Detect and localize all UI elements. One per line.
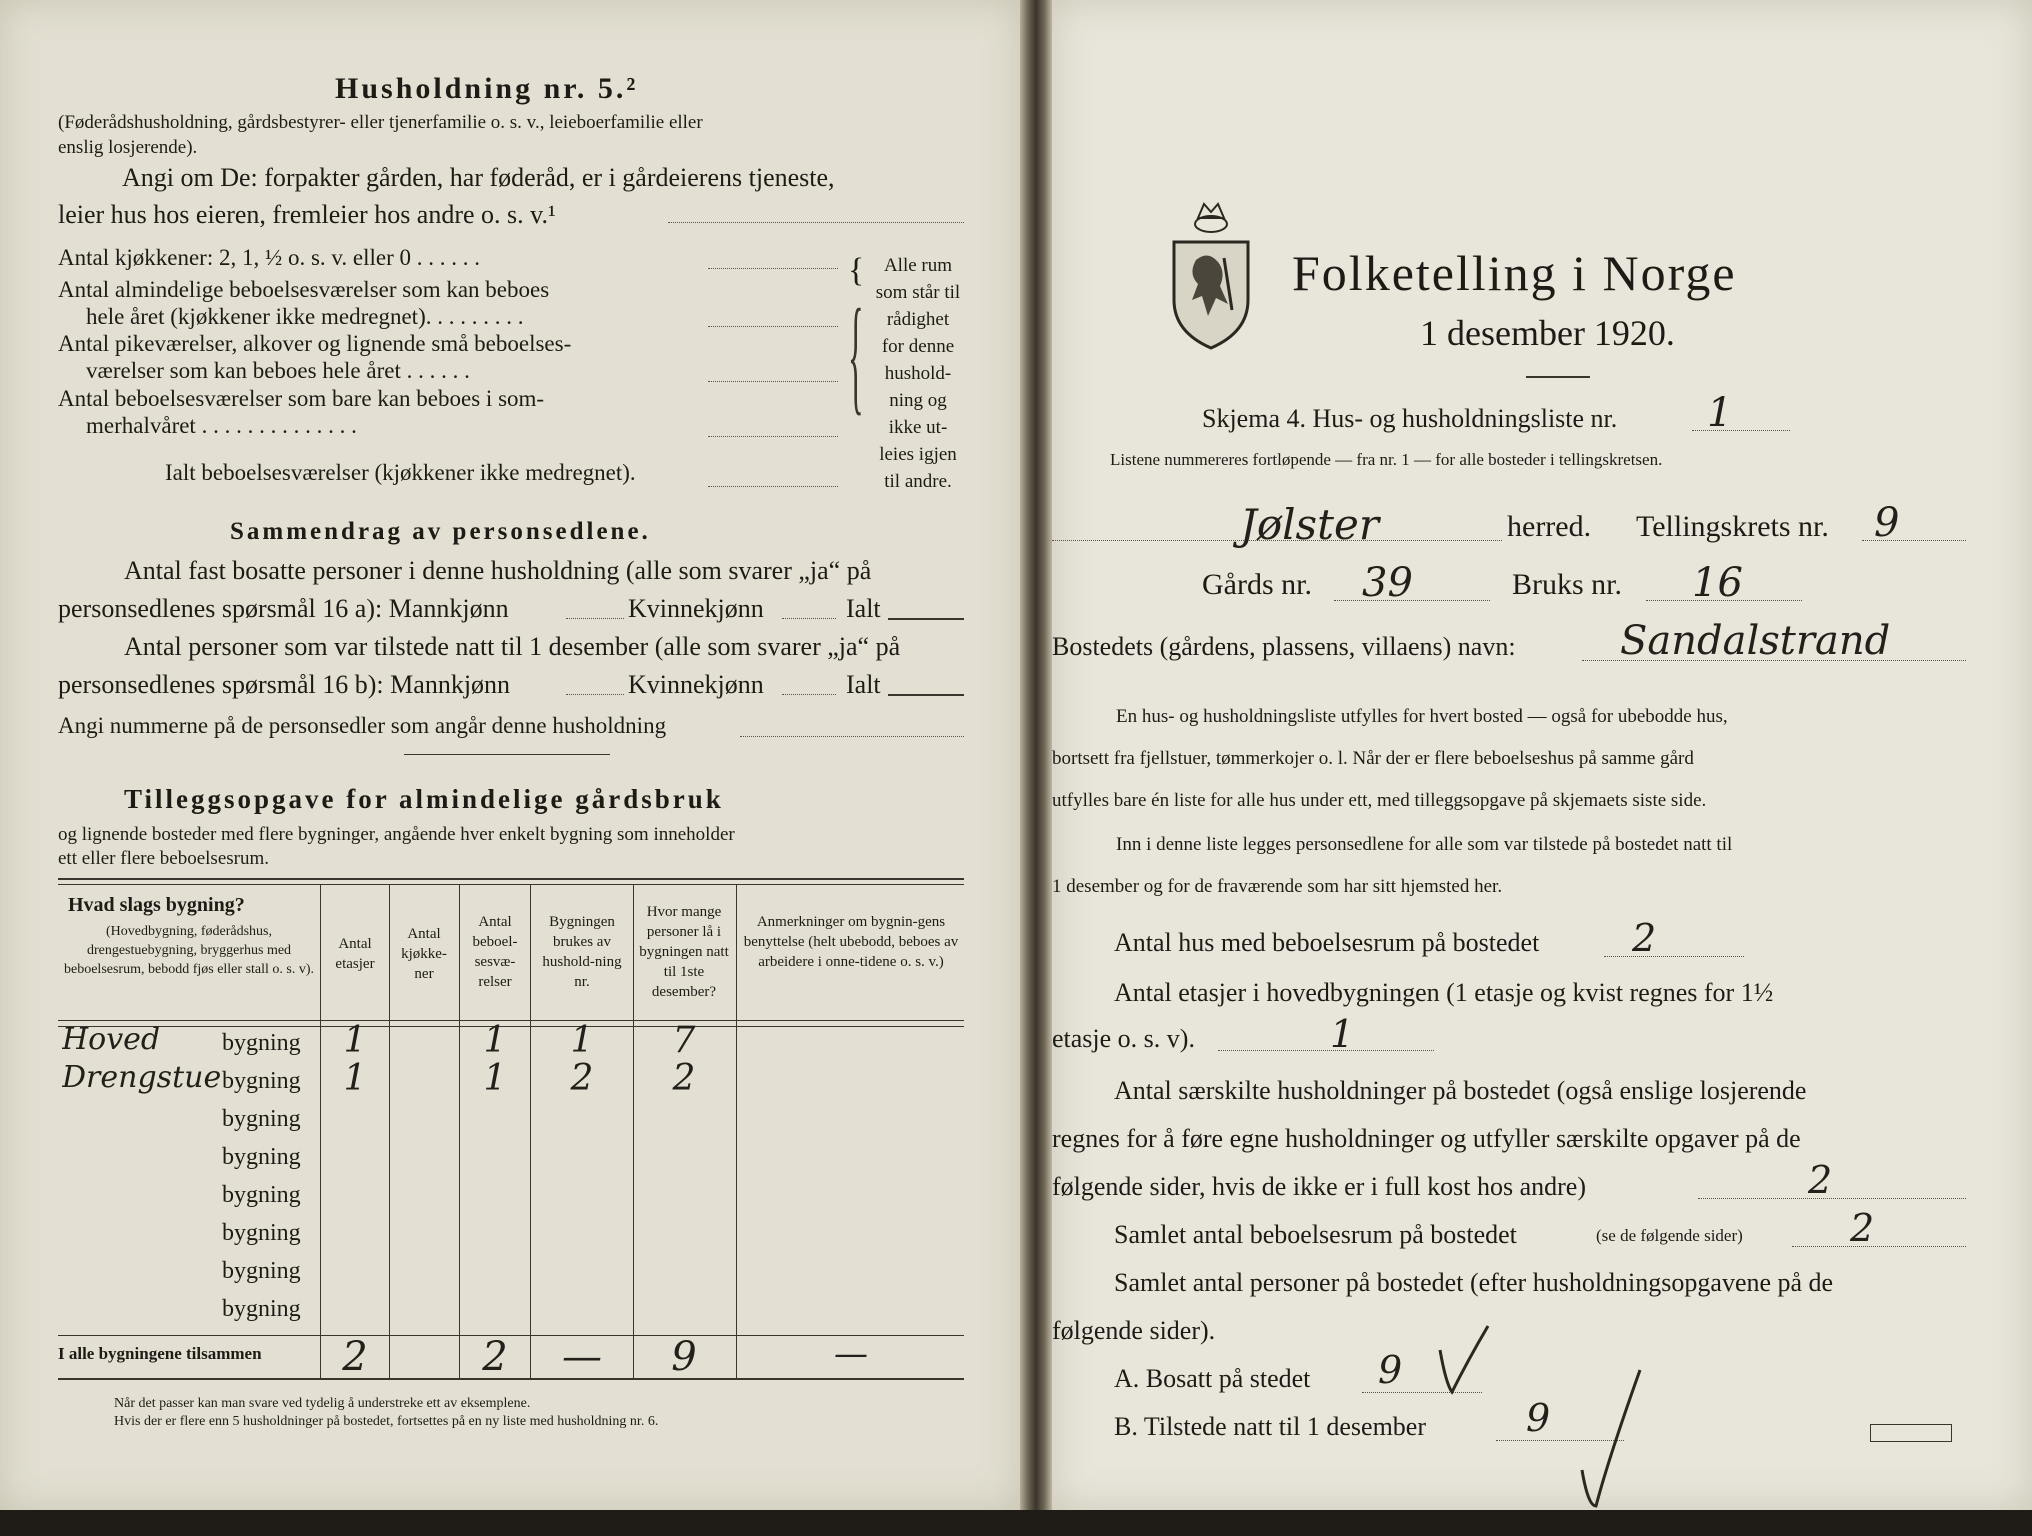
- right-page: [1052, 0, 2032, 1510]
- rooms-ordinary-cont: hele året (kjøkkener ikke medregnet). . . . . . . . .: [86, 304, 524, 329]
- q-persons-2: følgende sider).: [1052, 1316, 1216, 1345]
- krets-value: 9: [1874, 500, 1900, 546]
- col-pers: Hvor mange personer lå i bygningen natt til 1ste desember?: [639, 904, 729, 1000]
- instructions-1: En hus- og husholdningsliste utfylles for hvert bosted — også for ubebodde hus,: [1116, 706, 1728, 727]
- rooms-maid: Antal pikeværelser, alkover og lignende små beboelses-: [58, 331, 572, 356]
- printer-stamp-icon: [1870, 1424, 1952, 1442]
- rooms-summer: Antal beboelsesværelser som bare kan beboes i som-: [58, 386, 545, 411]
- rooms-ordinary: Antal almindelige beboelsesværelser som kan beboes: [58, 277, 550, 302]
- bruks-value: 16: [1692, 560, 1743, 606]
- main-title: Folketelling i Norge: [1292, 245, 1737, 301]
- summary-16a-label: personsedlenes spørsmål 16 a): Mannkjønn: [58, 594, 509, 623]
- book-spine: [1020, 0, 1052, 1536]
- brace: {: [848, 252, 865, 289]
- schema-number: 1: [1707, 390, 1733, 436]
- total-pers: 9: [671, 1334, 697, 1380]
- intro-line-2: enslig losjerende).: [58, 137, 198, 158]
- instructions-5: 1 desember og for de fraværende som har sitt hjemsted her.: [1052, 876, 1503, 897]
- total-rom: 2: [482, 1334, 508, 1380]
- left-page: Husholdning nr. 5.² (Føderådshusholdning, gårdsbestyrer- eller tjenerfamilie o. s. v., leieboerfamilie eller enslig losjerende). Angi om De: forpakter gården, har føderåd, er i gårdeierens tjeneste, leier hus hos eieren, fremleier hos andre o. s. v.¹ Antal kjøkkener: 2, 1, ½ o. s. v. eller 0 . . . . . . Antal almindelige beboelsesværelser som kan beboes hele året (kjøkkener ikke medregnet). . . . . . . . . Antal pikeværelser, alkover og lignende små beboelses- værelser som kan beboes hele året . . . . . . Antal beboelsesværelser som bare kan beboes i som- merhalvåret . . . . . . . . . . . . . . Ialt beboelsesværelser (kjøkkener ikke medregnet). { { Alle rum som står til rådighet for denne hushold- ning og ikke ut- leies igjen til andre. Sammendrag av personsedlene. Antal fast bosatte personer i denne husholdning (alle som svarer „ja“ på personsedlenes spørsmål 16 a): Mannkjønn Kvinnekjønn Ialt Antal personer som var tilstede natt til 1 desember (alle som svarer „ja“ på personsedlenes spørsmål 16 b): Mannkjønn Kvinnekjønn Ialt Angi nummerne på de personsedler som angår denne husholdning Tilleggsopgave for almindelige gårdsbruk og lignende bosteder med flere bygninger, angående hver enkelt bygning som inneholder ett eller flere beboelsesrum. Hvad slags bygning? (Hovedbygning, føderådshus, drengestuebygning, bryggerhus med beboelsesrum, bebodd fjøs eller stall o. s. v). Antal etasjer Antal kjøkke-ner Antal beboel-sesvæ-relser Bygningen brukes av hushold-ning nr. Hvor mange personer lå i bygningen natt til 1ste desember? Anmerkninger om bygnin-gens benyttelse (helt ubebodd, beboes av arbeidere i onne-tidene o. s. v.) Hoved bygning 1 1 1 7 Drengstue bygning 1 1 2 2 bygning bygning bygning bygning bygning bygning I alle bygningene tilsammen 2 2 — 9 — Når det passer kan man svare ved tydelig å understreke ett av eksemplene. Hvis der er flere enn 5 husholdninger på bostedet, fortsettes på en ny liste med husholdning nr. 6.: [0, 0, 1020, 1510]
- col-etasjer: Antal etasjer: [335, 936, 375, 972]
- summary-16b-female: Kvinnekjønn: [628, 670, 764, 699]
- krets-label: Tellingskrets nr.: [1636, 510, 1829, 543]
- building-label: bygning: [222, 1296, 301, 1322]
- building-label: bygning: [222, 1030, 301, 1056]
- bruks-label: Bruks nr.: [1512, 568, 1623, 601]
- herred-label: herred.: [1507, 510, 1592, 543]
- q-resident: A. Bosatt på stedet: [1114, 1364, 1311, 1393]
- col-building-title: Hvad slags bygning?: [68, 894, 245, 916]
- q-households-3: følgende sider, hvis de ikke er i full kost hos andre): [1052, 1172, 1586, 1201]
- cell-rom: 1: [483, 1058, 507, 1099]
- total-anm: —: [834, 1334, 868, 1374]
- summary-numbers: Angi nummerne på de personsedler som angår denne husholdning: [58, 713, 667, 738]
- q-households-2: regnes for å føre egne husholdninger og utfyller særskilte opgaver på de: [1052, 1124, 1801, 1153]
- building-label: bygning: [222, 1220, 301, 1246]
- summary-title: Sammendrag av personsedlene.: [230, 518, 651, 545]
- census-date: 1 desember 1920.: [1420, 313, 1675, 353]
- cell-hush: 1: [570, 1020, 594, 1061]
- summary-16a-female: Kvinnekjønn: [628, 594, 764, 623]
- herred-value: Jølster: [1240, 500, 1379, 549]
- summary-16a: Antal fast bosatte personer i denne husholdning (alle som svarer „ja“ på: [124, 556, 872, 585]
- instructions-4: Inn i denne liste legges personsedlene for alle som var tilstede på bostedet natt til: [1116, 834, 1733, 855]
- check-mark-icon: [1412, 1310, 1672, 1510]
- cell-etasjer: 1: [343, 1058, 367, 1099]
- q-rooms: Samlet antal beboelsesrum på bostedet: [1114, 1220, 1517, 1249]
- intro-line-1: (Føderådshusholdning, gårdsbestyrer- eller tjenerfamilie o. s. v., leieboerfamilie eller: [58, 112, 703, 133]
- side-note: Alle rum som står til rådighet for denne hushold- ning og ikke ut- leies igjen til andre.: [875, 255, 961, 492]
- total-hush: —: [562, 1334, 602, 1380]
- rooms-maid-cont: værelser som kan beboes hele året . . . . . .: [86, 358, 470, 383]
- q-floors-value: 1: [1330, 1012, 1355, 1056]
- building-label: bygning: [222, 1144, 301, 1170]
- household-title: Husholdning nr. 5.²: [335, 72, 639, 105]
- summary-16b-total: Ialt: [846, 670, 881, 699]
- rooms-kitchens: Antal kjøkkener: 2, 1, ½ o. s. v. eller 0 . . . . . .: [58, 245, 481, 270]
- cell-hush: 2: [570, 1058, 594, 1099]
- total-label: I alle bygningene tilsammen: [58, 1344, 262, 1363]
- q-households-value: 2: [1808, 1158, 1833, 1202]
- coat-of-arms-icon: [1168, 200, 1254, 350]
- list-note: Listene nummereres fortløpende — fra nr. 1 — for alle bosteder i tellingskretsen.: [1110, 450, 1663, 469]
- instructions-3: utfylles bare én liste for alle hus under ett, med tilleggsopgave på skjemaets siste side.: [1052, 790, 1707, 811]
- total-etasjer: 2: [342, 1334, 368, 1380]
- cell-pers: 7: [672, 1020, 696, 1061]
- col-hush: Bygningen brukes av hushold-ning nr.: [542, 914, 622, 990]
- building-name: Drengstue: [62, 1060, 222, 1095]
- bosted-label: Bostedets (gårdens, plassens, villaens) navn:: [1052, 632, 1516, 661]
- col-kjokken: Antal kjøkke-ner: [401, 926, 447, 982]
- q-persons-1: Samlet antal personer på bostedet (efter husholdningsopgavene på de: [1114, 1268, 1834, 1297]
- addendum-intro-1: og lignende bosteder med flere bygninger, angående hver enkelt bygning som inneholder: [58, 824, 735, 845]
- q-rooms-note: (se de følgende sider): [1596, 1226, 1743, 1245]
- building-label: bygning: [222, 1182, 301, 1208]
- cell-etasjer: 1: [343, 1020, 367, 1061]
- intro-line-3: Angi om De: forpakter gården, har føderåd, er i gårdeierens tjeneste,: [122, 163, 835, 192]
- addendum-intro-2: ett eller flere beboelsesrum.: [58, 848, 270, 869]
- q-houses: Antal hus med beboelsesrum på bostedet: [1114, 928, 1540, 957]
- footnote-1: Når det passer kan man svare ved tydelig å understreke ett av eksemplene.: [114, 1396, 531, 1411]
- q-present-value: 9: [1526, 1396, 1551, 1440]
- instructions-2: bortsett fra fjellstuer, tømmerkojer o. l. Når der er flere beboelseshus på samme gård: [1052, 748, 1694, 769]
- q-houses-value: 2: [1632, 916, 1657, 960]
- building-label: bygning: [222, 1068, 301, 1094]
- building-label: bygning: [222, 1258, 301, 1284]
- addendum-title: Tilleggsopgave for almindelige gårdsbruk: [124, 784, 724, 814]
- rooms-total-label: Ialt beboelsesværelser (kjøkkener ikke medregnet).: [165, 460, 636, 485]
- summary-16a-total: Ialt: [846, 594, 881, 623]
- q-present: B. Tilstede natt til 1 desember: [1114, 1412, 1426, 1441]
- summary-16b: Antal personer som var tilstede natt til 1 desember (alle som svarer „ja“ på: [124, 632, 901, 661]
- col-anm: Anmerkninger om bygnin-gens benyttelse (helt ubebodd, beboes av arbeidere i onne-tidene o. s. v.): [743, 914, 959, 970]
- building-label: bygning: [222, 1106, 301, 1132]
- building-name: Hoved: [62, 1022, 161, 1057]
- q-resident-value: 9: [1378, 1348, 1403, 1392]
- q-floors: Antal etasjer i hovedbygningen (1 etasje og kvist regnes for 1½: [1114, 978, 1774, 1007]
- col-building-sub: (Hovedbygning, føderådshus, drengestuebygning, bryggerhus med beboelsesrum, bebodd fjøs eller stall o. s. v).: [64, 924, 315, 977]
- bosted-value: Sandalstrand: [1620, 618, 1891, 664]
- footnote-2: Hvis der er flere enn 5 husholdninger på bostedet, fortsettes på en ny liste med husholdning nr. 6.: [114, 1414, 659, 1429]
- cell-pers: 2: [672, 1058, 696, 1099]
- q-floors-cont: etasje o. s. v).: [1052, 1024, 1195, 1053]
- cell-rom: 1: [483, 1020, 507, 1061]
- summary-16b-label: personsedlenes spørsmål 16 b): Mannkjønn: [58, 670, 511, 699]
- rooms-summer-cont: merhalvåret . . . . . . . . . . . . . .: [86, 413, 357, 438]
- schema-label: Skjema 4. Hus- og husholdningsliste nr.: [1202, 404, 1618, 433]
- intro-line-4: leier hus hos eieren, fremleier hos andre o. s. v.¹: [58, 200, 556, 229]
- gards-label: Gårds nr.: [1202, 568, 1312, 601]
- q-rooms-value: 2: [1850, 1206, 1875, 1250]
- gards-value: 39: [1362, 560, 1413, 606]
- q-households-1: Antal særskilte husholdninger på bostedet (også enslige losjerende: [1114, 1076, 1807, 1105]
- col-rom: Antal beboel-sesvæ-relser: [472, 914, 518, 990]
